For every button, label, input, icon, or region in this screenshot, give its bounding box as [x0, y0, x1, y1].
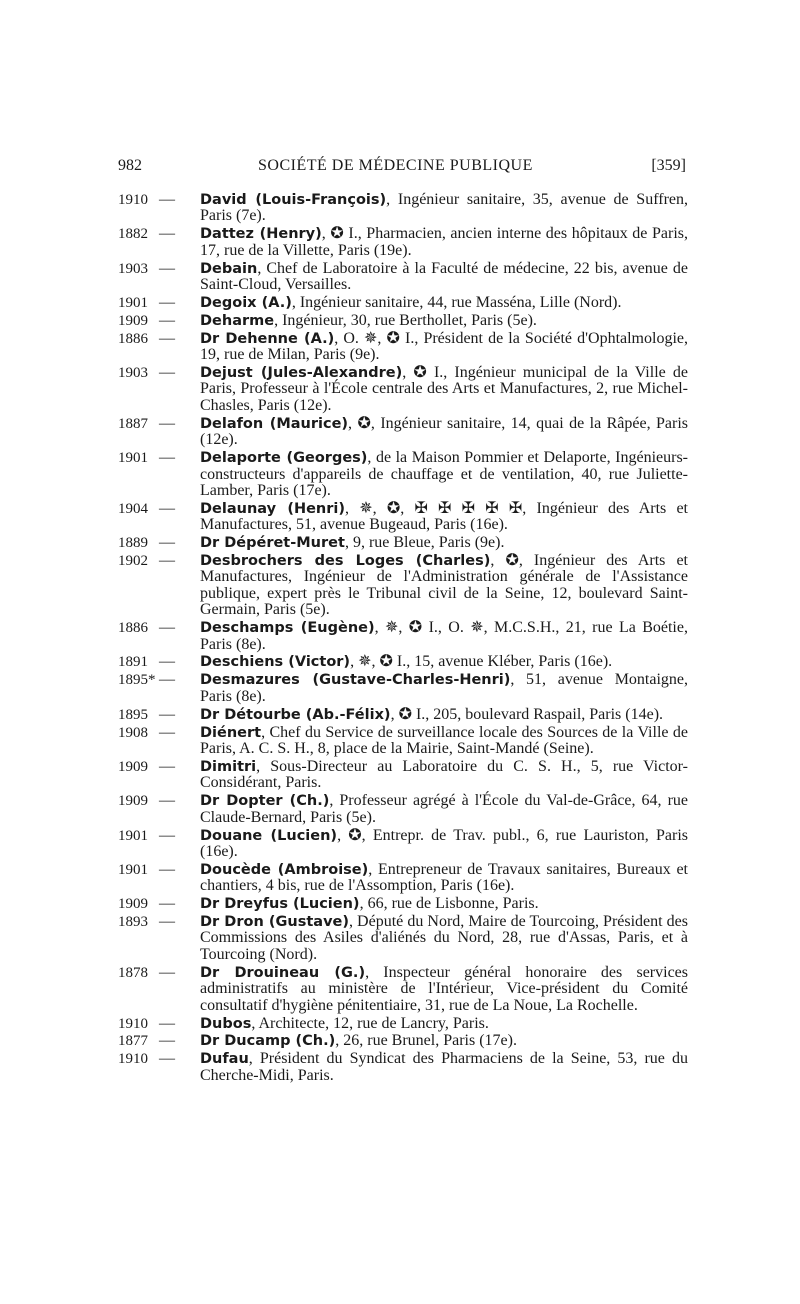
entry-name: Delaunay (Henri)	[200, 500, 345, 517]
member-entry	[118, 707, 688, 723]
entry-name: Dr Dopter (Ch.)	[200, 793, 330, 810]
entry-year: 1904	[118, 500, 148, 517]
entry-details: , Ingénieur sanitaire, 35, avenue de Suffren, Paris (7e).	[200, 191, 688, 225]
member-entry	[118, 226, 688, 259]
entry-year: 1889	[118, 535, 148, 552]
member-entry	[118, 759, 688, 792]
entry-name: Desbrochers des Loges (Charles)	[200, 553, 491, 570]
running-title: SOCIÉTÉ DE MÉDECINE PUBLIQUE	[258, 157, 533, 174]
member-entry	[118, 535, 688, 551]
entry-year: 1903	[118, 260, 148, 277]
entry-name: Douane (Lucien)	[200, 827, 338, 844]
entry-dash: —	[159, 449, 175, 467]
entry-name: David (Louis-François)	[200, 192, 387, 208]
entry-details: , ✪, Ingénieur des Arts et Manufactures, Ingénieur de l'Administration générale de l'Assistance publique, expert près le Tribunal civil de la Seine, 12, boulevard Saint-Germain, Paris (5e).	[200, 552, 688, 619]
entry-details: , O. ✵, ✪ I., Président de la Société d'Ophtalmologie, 19, rue de Milan, Paris (9e).	[200, 329, 688, 364]
entry-dash: —	[159, 293, 175, 311]
entry-dash: —	[159, 757, 175, 775]
entry-name: Dr Dreyfus (Lucien)	[200, 896, 360, 913]
entry-details: , Ingénieur, 30, rue Berthollet, Paris (5e).	[274, 311, 537, 329]
entry-year: 1901	[118, 450, 148, 467]
entry-year: 1886	[118, 620, 148, 637]
member-entry	[118, 896, 688, 912]
member-entry	[118, 416, 688, 449]
entry-dash: —	[159, 1032, 175, 1050]
entry-name: Dejust (Jules-Alexandre)	[200, 365, 403, 382]
entry-details: , Président du Syndicat des Pharmaciens de la Seine, 53, rue du Cherche-Midi, Paris.	[200, 1050, 688, 1084]
entry-dash: —	[159, 619, 175, 637]
entry-details: , ✵, ✪, ✠ ✠ ✠ ✠ ✠, Ingénieur des Arts et Manufactures, 51, avenue Bugeaud, Paris (16e).	[200, 499, 689, 534]
member-entry	[118, 862, 688, 895]
entry-name: Diénert	[200, 724, 262, 741]
member-entry	[118, 914, 688, 963]
member-entry	[118, 828, 688, 861]
member-entry	[118, 1051, 688, 1084]
entry-details: , Inspecteur général honoraire des services administratifs au ministère de l'Intérieur, Vice-président du Comité consultatif d'hygiène pénitentiaire, 31, rue de La Noue, La Rochelle.	[200, 963, 689, 1014]
entry-name: Dattez (Henry)	[200, 226, 322, 243]
entry-dash: —	[159, 792, 175, 810]
entry-year: 1908	[118, 724, 148, 741]
member-entry	[118, 1033, 688, 1049]
entry-year: 1893	[118, 914, 148, 931]
entry-dash: —	[159, 1014, 175, 1032]
entry-name: Doucède (Ambroise)	[200, 861, 369, 878]
entry-name: Degoix (A.)	[200, 294, 292, 311]
entry-details: , Chef du Service de surveillance locale des Sources de la Ville de Paris, A. C. S. H., 8, place de la Mairie, Saint-Mandé (Seine).	[200, 723, 688, 757]
entry-name: Desmazures (Gustave-Charles-Henri)	[200, 672, 511, 689]
entry-dash: —	[159, 653, 175, 671]
entry-dash: —	[159, 225, 175, 243]
entry-details: , 9, rue Bleue, Paris (9e).	[344, 534, 505, 552]
entry-year: 1909	[118, 793, 148, 810]
entry-dash: —	[159, 705, 175, 723]
entry-name: Delafon (Maurice)	[200, 415, 349, 432]
entry-dash: —	[159, 895, 175, 913]
entry-name: Dr Dron (Gustave)	[200, 914, 349, 931]
entry-details: , Sous-Directeur au Laboratoire du C. S. H., 5, rue Victor-Considérant, Paris.	[200, 757, 688, 792]
entry-name: Deschamps (Eugène)	[200, 620, 375, 637]
entry-dash: —	[159, 723, 175, 741]
entry-year: 1895*	[118, 672, 156, 689]
entry-year: 1909	[118, 312, 148, 329]
entry-dash: —	[159, 671, 175, 689]
member-entry	[118, 620, 688, 653]
entry-year: 1882	[118, 226, 148, 243]
member-entry	[118, 793, 688, 826]
entry-name: Delaporte (Georges)	[200, 450, 368, 467]
entry-dash: —	[159, 860, 175, 878]
entry-dash: —	[159, 191, 175, 208]
entry-details: , 51, avenue Montaigne, Paris (8e).	[200, 671, 689, 705]
entry-dash: —	[159, 534, 175, 552]
running-header	[118, 157, 686, 181]
entry-name: Dimitri	[200, 758, 257, 775]
member-entry	[118, 365, 688, 414]
entry-year: 1902	[118, 553, 148, 570]
entry-year: 1910	[118, 1015, 148, 1032]
entry-year: 1886	[118, 330, 148, 347]
entry-details: , ✪ I., 205, boulevard Raspail, Paris (14e).	[390, 705, 664, 723]
entry-details: , Ingénieur sanitaire, 44, rue Masséna, Lille (Nord).	[291, 293, 622, 311]
entry-name: Dubos	[200, 1015, 252, 1032]
entry-details: , Professeur agrégé à l'École du Val-de-Grâce, 64, rue Claude-Bernard, Paris (5e).	[200, 792, 688, 826]
member-entry	[118, 313, 688, 329]
entry-details: , ✪ I., Pharmacien, ancien interne des hôpitaux de Paris, 17, rue de la Villette, Paris (19e).	[200, 225, 689, 259]
entry-details: , Député du Nord, Maire de Tourcoing, Président des Commissions des Asiles d'aliénés du Nord, 28, rue d'Assas, Paris, et à Tourcoing (Nord).	[200, 913, 688, 963]
entry-name: Dr Dehenne (A.)	[200, 330, 335, 347]
member-entry	[118, 295, 688, 311]
member-entry	[118, 654, 688, 670]
entry-name: Dr Ducamp (Ch.)	[200, 1033, 336, 1050]
member-entry	[118, 725, 688, 758]
entry-name: Dr Drouineau (G.)	[200, 964, 366, 981]
entry-details: , Architecte, 12, rue de Lancry, Paris.	[251, 1014, 489, 1032]
member-entry	[118, 192, 688, 225]
member-list	[118, 192, 688, 1086]
entry-year: 1891	[118, 654, 148, 671]
entry-name: Dr Détourbe (Ab.-Félix)	[200, 706, 391, 723]
section-marker: [359]	[651, 157, 686, 174]
entry-dash: —	[159, 826, 175, 844]
member-entry	[118, 553, 688, 619]
member-entry	[118, 450, 688, 499]
entry-dash: —	[159, 499, 175, 517]
entry-name: Deharme	[200, 312, 275, 329]
member-entry	[118, 261, 688, 294]
entry-details: , ✪ I., Ingénieur municipal de la Ville de Paris, Professeur à l'École centrale des Arts et Manufactures, 2, rue Michel-Chasles, Paris (12e).	[200, 364, 688, 414]
entry-dash: —	[159, 259, 175, 277]
entry-name: Dr Dépéret-Muret	[200, 535, 345, 552]
member-entry	[118, 331, 688, 364]
entry-year: 1901	[118, 827, 148, 844]
member-entry	[118, 672, 688, 705]
entry-year: 1877	[118, 1033, 148, 1050]
member-entry	[118, 1016, 688, 1032]
entry-dash: —	[159, 552, 175, 570]
entry-details: , ✵, ✪ I., O. ✵, M.C.S.H., 21, rue La Boétie, Paris (8e).	[200, 619, 688, 653]
entry-year: 1901	[118, 294, 148, 311]
entry-name: Dufau	[200, 1051, 249, 1068]
entry-details: , 26, rue Brunel, Paris (17e).	[335, 1032, 517, 1050]
entry-year: 1895	[118, 706, 148, 723]
entry-details: , de la Maison Pommier et Delaporte, Ingénieurs-constructeurs d'appareils de chauffage et de ventilation, 40, rue Juliette-Lamber, Paris (17e).	[200, 449, 688, 499]
entry-year: 1903	[118, 365, 148, 382]
member-entry	[118, 965, 688, 1014]
entry-year: 1909	[118, 896, 148, 913]
page-number: 982	[118, 157, 142, 174]
entry-dash: —	[159, 364, 175, 382]
entry-details: , Entrepreneur de Travaux sanitaires, Bureaux et chantiers, 4 bis, rue de l'Assomption, Paris (16e).	[200, 860, 689, 895]
entry-name: Debain	[200, 260, 258, 277]
entry-details: , 66, rue de Lisbonne, Paris.	[359, 895, 539, 913]
entry-dash: —	[159, 963, 175, 981]
entry-details: , ✪, Entrepr. de Trav. publ., 6, rue Lauriston, Paris (16e).	[200, 826, 688, 860]
entry-year: 1910	[118, 192, 148, 208]
entry-year: 1910	[118, 1051, 148, 1068]
entry-details: , ✵, ✪ I., 15, avenue Kléber, Paris (16e).	[350, 653, 613, 671]
entry-year: 1887	[118, 415, 148, 432]
entry-year: 1901	[118, 861, 148, 878]
entry-dash: —	[159, 311, 175, 329]
entry-details: , Chef de Laboratoire à la Faculté de médecine, 22 bis, avenue de Saint-Cloud, Versailles.	[200, 259, 688, 294]
entry-details: , ✪, Ingénieur sanitaire, 14, quai de la Râpée, Paris (12e).	[200, 414, 689, 449]
entry-dash: —	[159, 414, 175, 432]
entry-name: Deschiens (Victor)	[200, 654, 351, 671]
entry-year: 1909	[118, 758, 148, 775]
entry-year: 1878	[118, 964, 148, 981]
member-entry	[118, 501, 688, 534]
entry-dash: —	[159, 329, 175, 347]
entry-dash: —	[159, 1050, 175, 1068]
entry-dash: —	[159, 913, 175, 931]
